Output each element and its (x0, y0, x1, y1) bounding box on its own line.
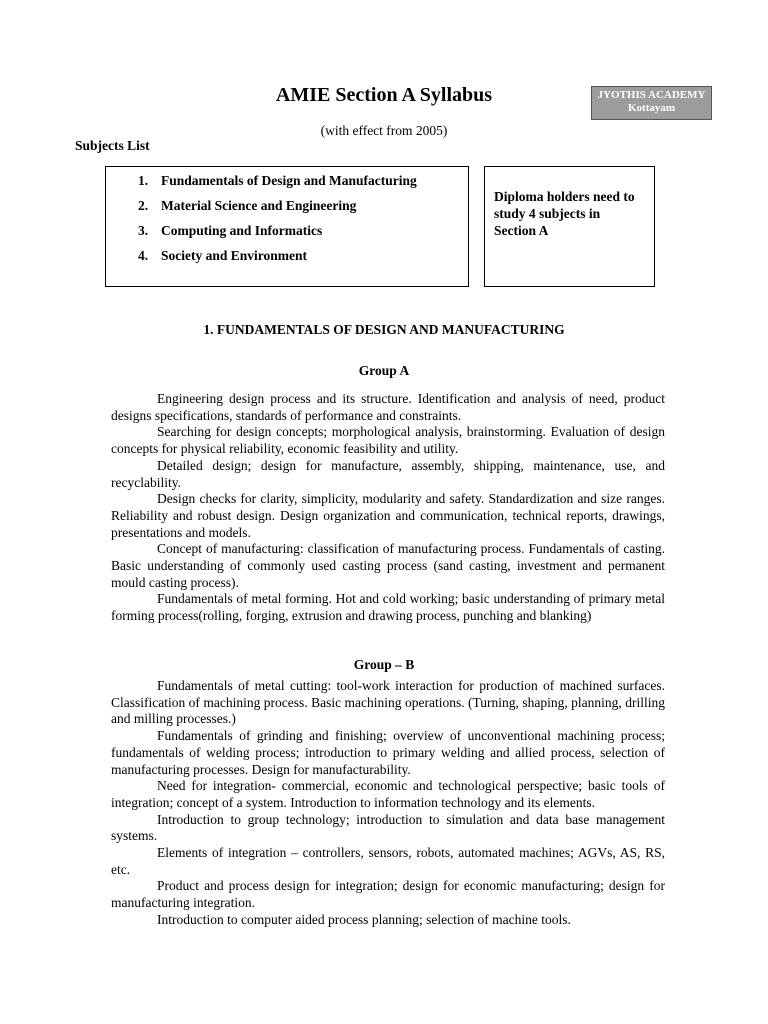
subject-item (138, 173, 417, 198)
stamp-location: Kottayam (627, 102, 676, 114)
subject-label: Fundamentals of Design and Manufacturing (161, 173, 417, 188)
group-a-body (111, 391, 665, 625)
subject-number: 4. (138, 248, 149, 263)
subject-number: 2. (138, 198, 149, 213)
subject-label: Society and Environment (161, 248, 308, 263)
group-b-body (111, 678, 665, 929)
paragraph: Design checks for clarity, simplicity, modularity and safety. Standardization and size ranges. Reliability and robust design. Design organization and communication, technical reports, drawings, presentations and models. (111, 491, 665, 540)
subject-item (138, 223, 417, 248)
paragraph: Searching for design concepts; morphological analysis, brainstorming. Evaluation of design concepts for physical reliability, economic feasibility and utility. (111, 424, 665, 457)
section-heading: 1. FUNDAMENTALS OF DESIGN AND MANUFACTURING (203, 322, 565, 337)
paragraph: Detailed design; design for manufacture, assembly, shipping, maintenance, use, and recyclability. (111, 457, 665, 490)
subject-label: Computing and Informatics (161, 223, 323, 238)
academy-stamp (591, 86, 712, 120)
paragraph: Need for integration- commercial, economic and technological perspective; basic tools of integration; concept of a system. Introduction to information technology and its elements. (111, 778, 665, 810)
subject-item (138, 248, 417, 273)
paragraph: Introduction to computer aided process planning; selection of machine tools. (157, 911, 571, 927)
paragraph: Concept of manufacturing: classification of manufacturing process. Fundamentals of casting. Basic understanding of commonly used casting process (sand casting, investment and permanent mould casting process). (111, 541, 665, 590)
paragraph: Fundamentals of grinding and finishing; overview of unconventional machining process; fundamentals of welding process; introduction to primary welding and allied process, selection of manufacturing processes. Design for manufacturability. (111, 728, 665, 777)
subject-number: 1. (138, 173, 149, 188)
diploma-note-box: Diploma holders need to study 4 subjects in Section A (484, 166, 655, 287)
paragraph: Fundamentals of metal forming. Hot and cold working; basic understanding of primary metal forming process(rolling, forging, extrusion and drawing process, punching and blanking) (111, 591, 665, 624)
group-b-heading: Group – B (353, 657, 415, 672)
paragraph: Engineering design process and its structure. Identification and analysis of need, product designs specifications, standards of performance and constraints. (111, 391, 665, 423)
page-subtitle: (with effect from 2005) (320, 123, 448, 138)
page-title: AMIE Section A Syllabus (275, 84, 493, 106)
subject-item (138, 198, 417, 223)
subjects-list (138, 173, 417, 273)
subject-number: 3. (138, 223, 149, 238)
subjects-list-box (105, 166, 469, 287)
paragraph: Introduction to group technology; introduction to simulation and data base management systems. (111, 811, 665, 844)
paragraph: Elements of integration – controllers, sensors, robots, automated machines; AGVs, AS, RS, etc. (111, 845, 665, 877)
subjects-list-heading: Subjects List (75, 138, 150, 153)
paragraph: Fundamentals of metal cutting: tool-work interaction for production of machined surfaces. Classification of machining process. Basic machining operations. (Turning, shaping, planning, drilling and milling processes.) (111, 678, 665, 727)
group-a-heading: Group A (358, 363, 410, 378)
stamp-name: JYOTHIS ACADEMY (597, 89, 706, 101)
paragraph: Product and process design for integration; design for economic manufacturing; design for manufacturing integration. (111, 878, 665, 911)
subject-label: Material Science and Engineering (161, 198, 357, 213)
